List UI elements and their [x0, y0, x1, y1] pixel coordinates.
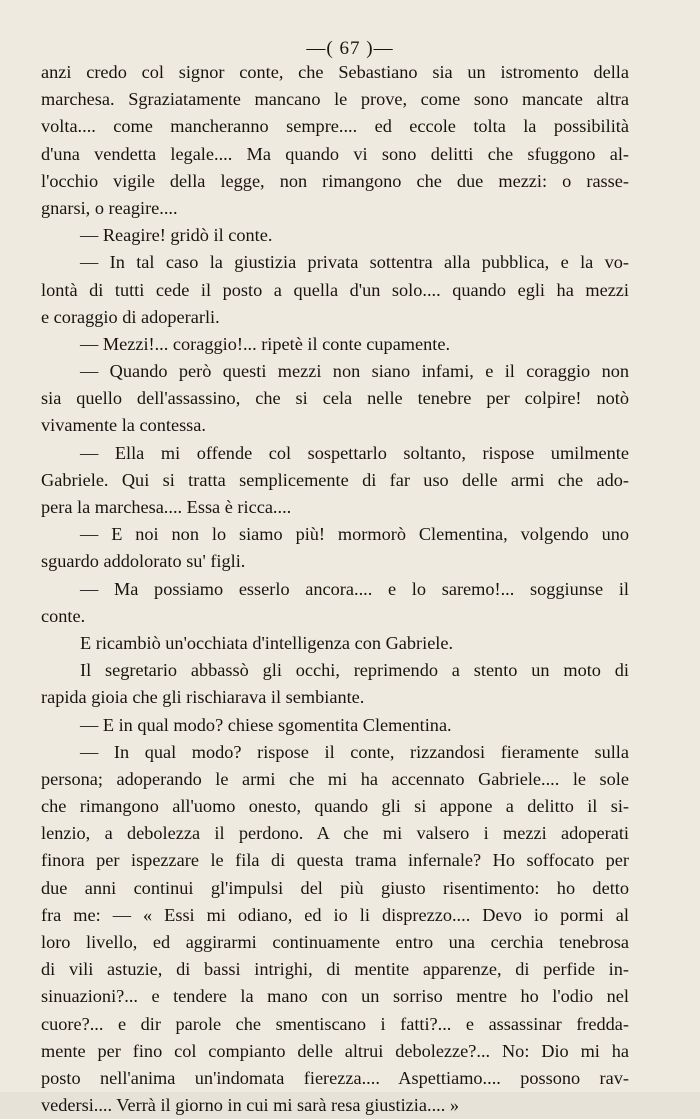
text-line: Il segretario abbassò gli occhi, reprimendo a stento un moto di: [80, 660, 629, 681]
text-line: di vili astuzie, di bassi intrighi, di mentite apparenze, di perfide in-: [41, 959, 629, 980]
text-line: conte.: [41, 605, 86, 626]
body-text: [41, 59, 629, 1119]
text-line: lenzio, a debolezza il perdono. A che mi valsero i mezzi adoperati: [41, 823, 629, 844]
text-line: l'occhio vigile della legge, non rimangono che due mezzi: o rasse-: [41, 170, 629, 191]
text-line: — In qual modo? rispose il conte, rizzandosi fieramente sulla: [80, 741, 629, 762]
text-line: E ricambiò un'occhiata d'intelligenza con Gabriele.: [80, 632, 454, 653]
text-line: Gabriele. Qui si tratta semplicemente di far uso delle armi che ado-: [41, 469, 629, 490]
text-line: volta.... come mancheranno sempre.... ed eccole tolta la possibilità: [41, 116, 629, 137]
text-line: — Reagire! gridò il conte.: [80, 225, 273, 246]
text-line: sinuazioni?... e tendere la mano con un sorriso mentre ho l'odio nel: [41, 986, 629, 1007]
text-line: — In tal caso la giustizia privata sottentra alla pubblica, e la vo-: [80, 252, 629, 273]
text-line: persona; adoperando le armi che mi ha accennato Gabriele.... le sole: [41, 768, 629, 789]
text-line: due anni continui gl'impulsi del più giusto risentimento: ho detto: [41, 877, 629, 898]
text-line: che rimangono all'uomo onesto, quando gli si appone a delitto il si-: [41, 796, 629, 817]
text-line: — Quando però questi mezzi non siano infami, e il coraggio non: [80, 361, 629, 382]
text-line: fra me: — « Essi mi odiano, ed io li disprezzo.... Devo io pormi al: [41, 904, 629, 925]
text-line: — E noi non lo siamo più! mormorò Clementina, volgendo uno: [80, 524, 629, 545]
page-number: —( 67 )—: [306, 38, 394, 59]
text-line: rapida gioia che gli rischiarava il sembiante.: [41, 687, 365, 708]
text-line: — Ella mi offende col sospettarlo soltanto, rispose umilmente: [80, 442, 629, 463]
text-line: d'una vendetta legale.... Ma quando vi sono delitti che sfuggono al-: [41, 143, 629, 164]
text-line: sguardo addolorato su' figli.: [41, 551, 246, 572]
text-line: loro livello, ed aggirarmi continuamente entro una cerchia tenebrosa: [41, 932, 629, 952]
text-line: finora per ispezzare le fila di questa trama infernale? Ho soffocato per: [41, 850, 629, 871]
text-line: — Ma possiamo esserlo ancora.... e lo saremo!... soggiunse il: [80, 578, 629, 599]
text-line: lontà di tutti cede il posto a quella d'un solo.... quando egli ha mezzi: [41, 279, 629, 300]
text-line: — Mezzi!... coraggio!... ripetè il conte cupamente.: [80, 333, 451, 354]
text-line: sia quello dell'assassino, che si cela nelle tenebre per colpire! notò: [41, 388, 629, 409]
text-line: — E in qual modo? chiese sgomentita Clementina.: [80, 714, 452, 735]
text-line: gnarsi, o reagire....: [41, 197, 178, 218]
text-line: vivamente la contessa.: [41, 415, 206, 436]
text-line: marchesa. Sgraziatamente mancano le prove, come sono mancate altra: [41, 89, 629, 110]
text-line: e coraggio di adoperarli.: [41, 306, 220, 327]
text-line: mente per fino col compianto delle altrui debolezze?... No: Dio mi ha: [41, 1040, 629, 1061]
text-line: posto nell'anima un'indomata fierezza.... Aspettiamo.... possono rav-: [41, 1067, 629, 1088]
text-line: anzi credo col signor conte, che Sebastiano sia un istromento della: [41, 62, 629, 82]
text-line: vedersi.... Verrà il giorno in cui mi sarà resa giustizia.... »: [41, 1095, 459, 1116]
text-line: pera la marchesa.... Essa è ricca....: [41, 497, 292, 517]
text-line: cuore?... e dir parole che smentiscano i fatti?... e assassinar fredda-: [41, 1013, 629, 1034]
